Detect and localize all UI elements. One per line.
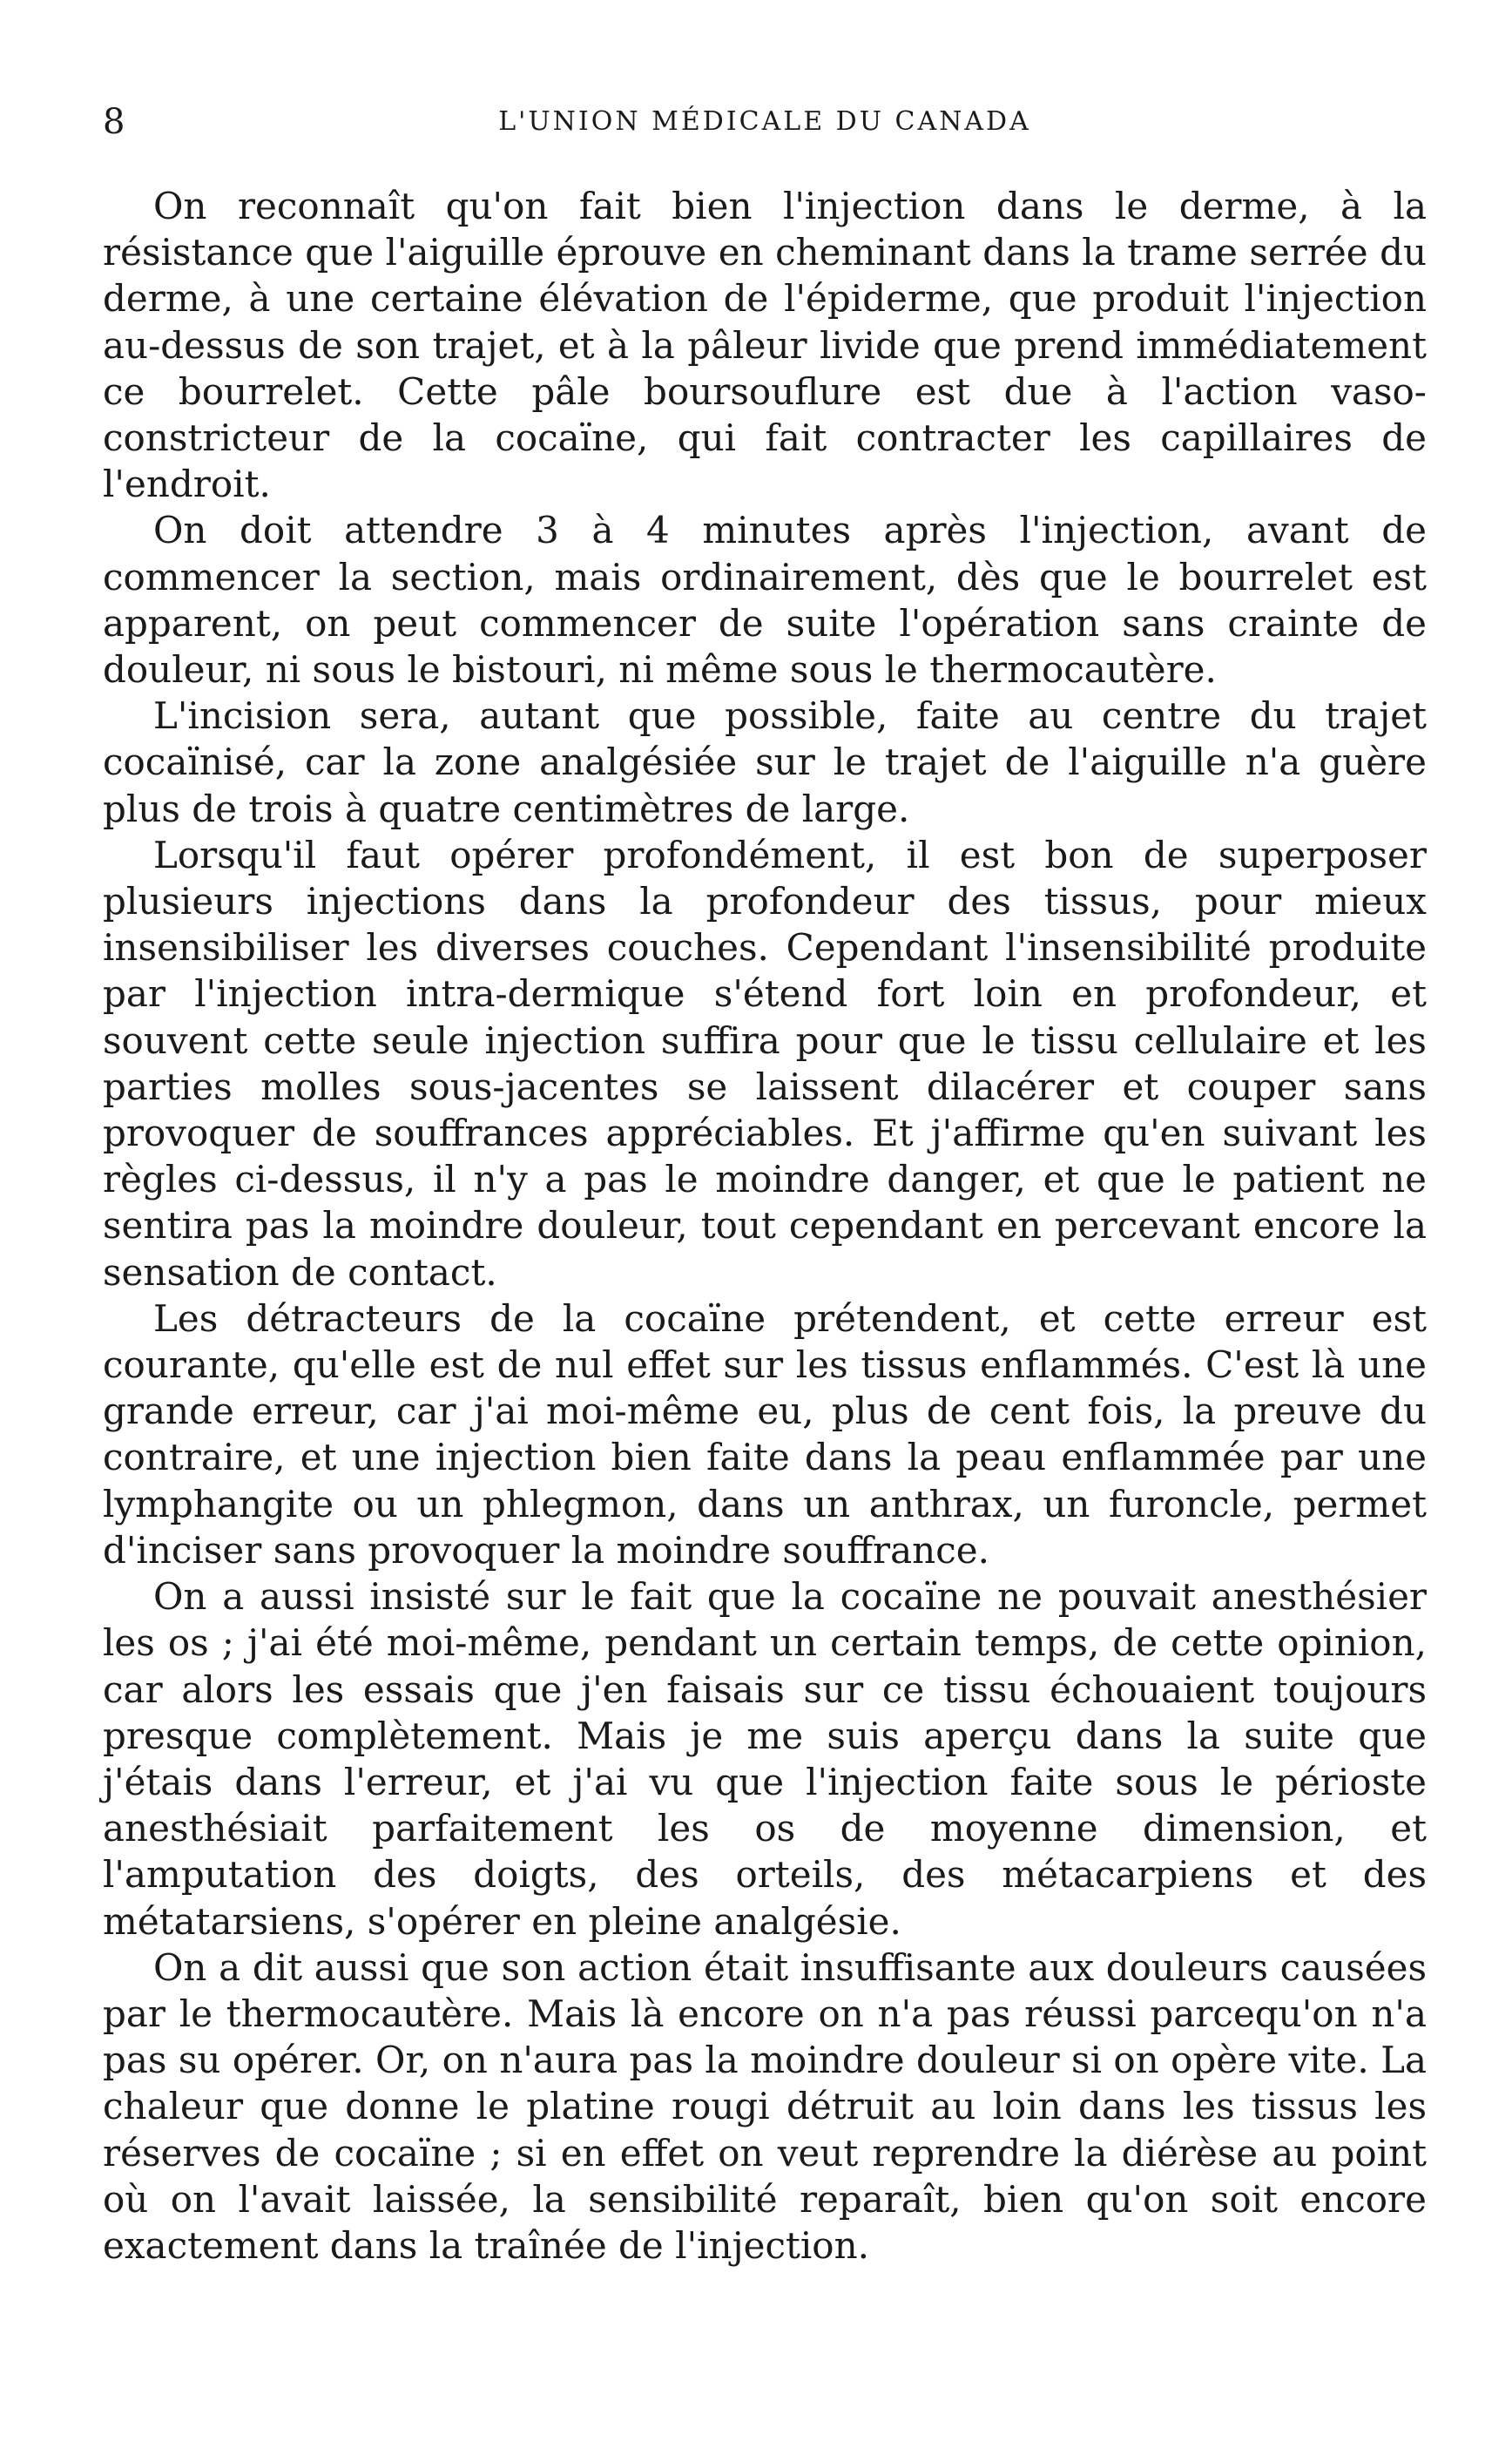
page-number: 8 — [103, 102, 125, 142]
paragraph-3: L'incision sera, autant que possible, faite au centre du trajet cocaïnisé, car la zone analgésiée sur le trajet de l'aiguille n'a guère plus de trois à quatre centimètres de large. — [103, 694, 1427, 830]
paragraph-5: Les détracteurs de la cocaïne prétendent, et cette erreur est courante, qu'elle est de nul effet sur les tissus enflammés. C'est là une grande erreur, car j'ai moi-même eu, plus de cent fois, la preuve du contraire, et une injection bien faite dans la peau enflammée par une lymphangite ou un phlegmon, dans un anthrax, un furoncle, permet d'inciser sans provoquer la moindre souffrance. — [103, 1296, 1427, 1572]
paragraph-7: On a dit aussi que son action était insuffisante aux douleurs causées par le thermocautère. Mais là encore on n'a pas réussi parcequ'on n'a pas su opérer. Or, on n'aura pas la moindre douleur si on opère vite. La chaleur que donne le platine rougi détruit au loin dans les tissus les réserves de cocaïne ; si en effet on veut reprendre la diérèse au point où on l'avait laissée, la sensibilité reparaît, bien qu'on soit encore exactement dans la traînée de l'injection. — [103, 1945, 1427, 2267]
paragraph-6: On a aussi insisté sur le fait que la cocaïne ne pouvait anesthésier les os ; j'ai été moi-même, pendant un certain temps, de cette opinion, car alors les essais que j'en faisais sur ce tissu échouaient toujours presque complètement. Mais je me suis aperçu dans la suite que j'étais dans l'erreur, et j'ai vu que l'injection faite sous le périoste anesthésiait parfaitement les os de moyenne dimension, et l'amputation des doigts, des orteils, des métacarpiens et des métatarsiens, s'opérer en pleine analgésie. — [103, 1575, 1427, 1943]
document-page — [103, 96, 1427, 2269]
body-text — [103, 183, 1427, 2269]
paragraph-1: On reconnaît qu'on fait bien l'injection dans le derme, à la résistance que l'aiguille éprouve en cheminant dans la trame serrée du derme, à une certaine élévation de l'épiderme, que produit l'injection au-dessus de son trajet, et à la pâleur livide que prend immédiatement ce bourrelet. Cette pâle boursouflure est due à l'action vaso-constricteur de la cocaïne, qui fait contracter les capillaires de l'endroit. — [103, 185, 1427, 506]
paragraph-2: On doit attendre 3 à 4 minutes après l'injection, avant de commencer la section, mais ordinairement, dès que le bourrelet est apparent, on peut commencer de suite l'opération sans crainte de douleur, ni sous le bistouri, ni même sous le thermocautère. — [103, 509, 1427, 692]
page-header — [103, 96, 1427, 148]
paragraph-4: Lorsqu'il faut opérer profondément, il est bon de superposer plusieurs injections dans la profondeur des tissus, pour mieux insensibiliser les diverses couches. Cependant l'insensibilité produite par l'injection intra-dermique s'étend fort loin en profondeur, et souvent cette seule injection suffira pour que le tissu cellulaire et les parties molles sous-jacentes se laissent dilacérer et couper sans provoquer de souffrances appréciables. Et j'affirme qu'en suivant les règles ci-dessus, il n'y a pas le moindre danger, et que le patient ne sentira pas la moindre douleur, tout cependant en percevant encore la sensation de contact. — [103, 833, 1427, 1294]
running-title: L'UNION MÉDICALE DU CANADA — [498, 106, 1031, 137]
